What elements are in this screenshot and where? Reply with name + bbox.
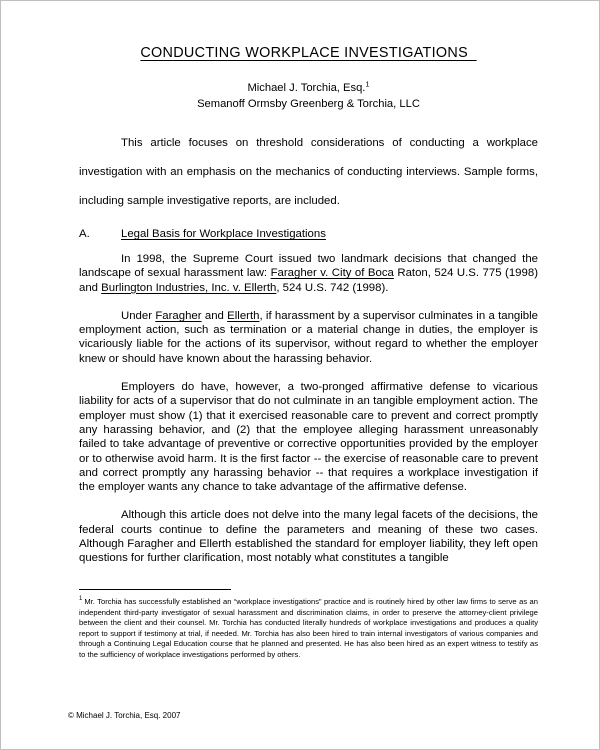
intro-paragraph: This article focuses on threshold considerations of conducting a workplace investigation with an emphasis on the mechanics of conducting interviews. Sample forms, including sample investigative reports, are included.	[79, 137, 538, 207]
paragraph-under-faragher: Under Faragher and Ellerth, if harassment by a supervisor culminates in a tangible employment action, such as termination or a material change in duties, the employer is vicariously liable for the actions of its supervisor, without regard to whether the employer knew or should have known about the harassing behavior.	[79, 309, 538, 365]
page-title-text: CONDUCTING WORKPLACE INVESTIGATIONS	[140, 45, 469, 61]
copyright-notice: © Michael J. Torchia, Esq. 2007	[68, 711, 181, 720]
footnote-1	[79, 597, 538, 661]
footnote-marker: 1	[79, 596, 83, 603]
author-name: Michael J. Torchia, Esq.	[247, 82, 366, 94]
paragraph-employers-do-have: Employers do have, however, a two-pronged affirmative defense to vicarious liability for acts of a supervisor that do not culminate in an tangible employment action. The employer must show (1) that it exercised reasonable care to prevent and correct promptly any harassing behavior, and (2) that the employee alleging harassment unreasonably failed to take advantage of preventive or corrective opportunities provided by the employer or to otherwise avoid harm. It is the first factor -- the exercise of reasonable care to prevent and correct promptly any harassing behavior -- that requires a workplace investigation if the employer wants any chance to take advantage of the affirmative defense.	[79, 381, 538, 494]
firm-name: Semanoff Ormsby Greenberg & Torchia, LLC	[197, 97, 420, 110]
document-body	[79, 31, 538, 566]
footnote-body: Mr. Torchia has successfully established an “workplace investigations” practice and is routinely hired by other law firms to serve as an independent third-party investigator of sexual harassment and discrimination claims, in order to preserve the attorney-client privilege between the client and their counsel. Mr. Torchia has conducted literally hundreds of workplace investigations and produces a quality report to support if testimony at trial, if needed. Mr. Torchia has also been hired to train internal investigators of various companies and through a Continuing Legal Education course that he planned and presented. He has also been hired as an expert witness to testify as to the sufficiency of workplace investigations performed by others.	[79, 597, 538, 659]
paragraph-although-this-article: Although this article does not delve into the many legal facets of the decisions, the federal courts continue to define the parameters and meaning of these two cases. Although Faragher and Ellerth established the standard for employer liability, they left open questions for further clarification, most notably what constitutes a tangible	[79, 509, 538, 565]
footnote-separator-rule	[79, 589, 231, 590]
byline	[79, 81, 538, 112]
section-letter: A.	[79, 228, 90, 240]
section-heading-a	[79, 228, 538, 240]
footnote-area	[79, 589, 538, 661]
page-title	[79, 45, 538, 61]
section-heading-text: Legal Basis for Workplace Investigations	[121, 228, 326, 240]
title-trailing-underline	[468, 45, 477, 61]
paragraph-1998-supreme-court: In 1998, the Supreme Court issued two landmark decisions that changed the landscape of sexual harassment law: Faragher v. City of Boca Raton, 524 U.S. 775 (1998) and Burlington Industries, Inc. v. Ellerth, 524 U.S. 742 (1998).	[79, 253, 538, 294]
author-footnote-marker: 1	[365, 79, 370, 89]
author-line	[79, 81, 538, 97]
